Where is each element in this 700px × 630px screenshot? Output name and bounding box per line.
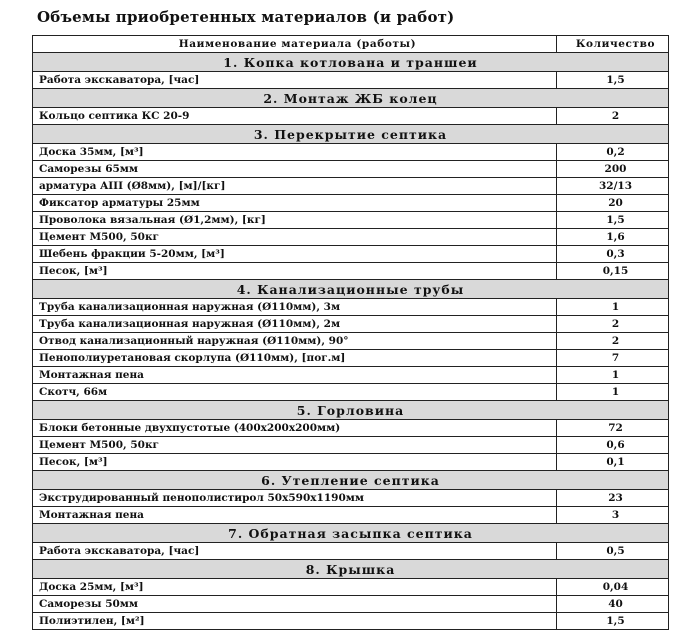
section-title: 3. Перекрытие септика [33,125,669,144]
section-title: 4. Канализационные трубы [33,280,669,299]
section-header-row [33,53,669,72]
table-row [33,229,669,246]
material-name-cell: Кольцо септика КС 20-9 [33,108,557,125]
quantity-cell: 0,2 [557,144,669,161]
quantity-cell: 7 [557,350,669,367]
section-header-row [33,560,669,579]
section-header-row [33,471,669,490]
section-title: 6. Утепление септика [33,471,669,490]
table-row [33,161,669,178]
table-row [33,454,669,471]
quantity-cell: 2 [557,316,669,333]
material-name-cell: Монтажная пена [33,507,557,524]
material-name-cell: Песок, [м³] [33,263,557,280]
table-row [33,212,669,229]
material-name-cell: Монтажная пена [33,367,557,384]
table-row [33,144,669,161]
table-row [33,350,669,367]
quantity-cell: 20 [557,195,669,212]
section-title: 8. Крышка [33,560,669,579]
table-row [33,108,669,125]
table-row [33,263,669,280]
table-row [33,367,669,384]
section-title: 2. Монтаж ЖБ колец [33,89,669,108]
table-row [33,384,669,401]
material-name-cell: Труба канализационная наружная (Ø110мм), 2м [33,316,557,333]
column-header-name: Наименование материала (работы) [33,36,557,53]
section-title: 7. Обратная засыпка септика [33,524,669,543]
page-title: Объемы приобретенных материалов (и работ) [37,8,455,26]
table-row [33,579,669,596]
material-name-cell: Работа экскаватора, [час] [33,543,557,560]
quantity-cell: 0,6 [557,437,669,454]
table-row [33,543,669,560]
table-row [33,333,669,350]
section-header-row [33,89,669,108]
material-name-cell: Блоки бетонные двухпустотые (400x200x200мм) [33,420,557,437]
material-name-cell: Саморезы 65мм [33,161,557,178]
section-title: 5. Горловина [33,401,669,420]
quantity-cell: 1 [557,384,669,401]
material-name-cell: арматура AIII (Ø8мм), [м]/[кг] [33,178,557,195]
material-name-cell: Фиксатор арматуры 25мм [33,195,557,212]
table-row [33,299,669,316]
quantity-cell: 1 [557,367,669,384]
material-name-cell: Работа экскаватора, [час] [33,72,557,89]
table-row [33,490,669,507]
quantity-cell: 1,5 [557,212,669,229]
material-name-cell: Скотч, 66м [33,384,557,401]
section-header-row [33,280,669,299]
quantity-cell: 32/13 [557,178,669,195]
table-row [33,596,669,613]
quantity-cell: 0,5 [557,543,669,560]
table-row [33,316,669,333]
material-name-cell: Песок, [м³] [33,454,557,471]
quantity-cell: 0,15 [557,263,669,280]
column-header-quantity: Количество [557,36,669,53]
material-name-cell: Доска 25мм, [м³] [33,579,557,596]
quantity-cell: 3 [557,507,669,524]
material-name-cell: Цемент М500, 50кг [33,437,557,454]
table-row [33,437,669,454]
material-name-cell: Проволока вязальная (Ø1,2мм), [кг] [33,212,557,229]
quantity-cell: 0,3 [557,246,669,263]
quantity-cell: 1,5 [557,72,669,89]
quantity-cell: 1,6 [557,229,669,246]
material-name-cell: Цемент М500, 50кг [33,229,557,246]
quantity-cell: 0,1 [557,454,669,471]
material-name-cell: Экструдированный пенополистирол 50x590x1190мм [33,490,557,507]
material-name-cell: Шебень фракции 5-20мм, [м³] [33,246,557,263]
table-row [33,178,669,195]
quantity-cell: 1 [557,299,669,316]
quantity-cell: 23 [557,490,669,507]
quantity-cell: 2 [557,333,669,350]
table-row [33,195,669,212]
table-header-row [33,36,669,53]
material-name-cell: Пенополиуретановая скорлупа (Ø110мм), [пог.м] [33,350,557,367]
quantity-cell: 2 [557,108,669,125]
table-row [33,420,669,437]
quantity-cell: 0,04 [557,579,669,596]
table-body [33,53,669,630]
material-name-cell: Труба канализационная наружная (Ø110мм), 3м [33,299,557,316]
material-name-cell: Отвод канализационный наружная (Ø110мм), 90° [33,333,557,350]
table-row [33,246,669,263]
quantity-cell: 200 [557,161,669,178]
quantity-cell: 1,5 [557,613,669,630]
quantity-cell: 72 [557,420,669,437]
section-title: 1. Копка котлована и траншеи [33,53,669,72]
table-row [33,613,669,630]
material-name-cell: Доска 35мм, [м³] [33,144,557,161]
material-name-cell: Саморезы 50мм [33,596,557,613]
section-header-row [33,524,669,543]
table-row [33,507,669,524]
section-header-row [33,125,669,144]
section-header-row [33,401,669,420]
table-row [33,72,669,89]
material-name-cell: Полиэтилен, [м²] [33,613,557,630]
materials-table [32,35,669,630]
quantity-cell: 40 [557,596,669,613]
